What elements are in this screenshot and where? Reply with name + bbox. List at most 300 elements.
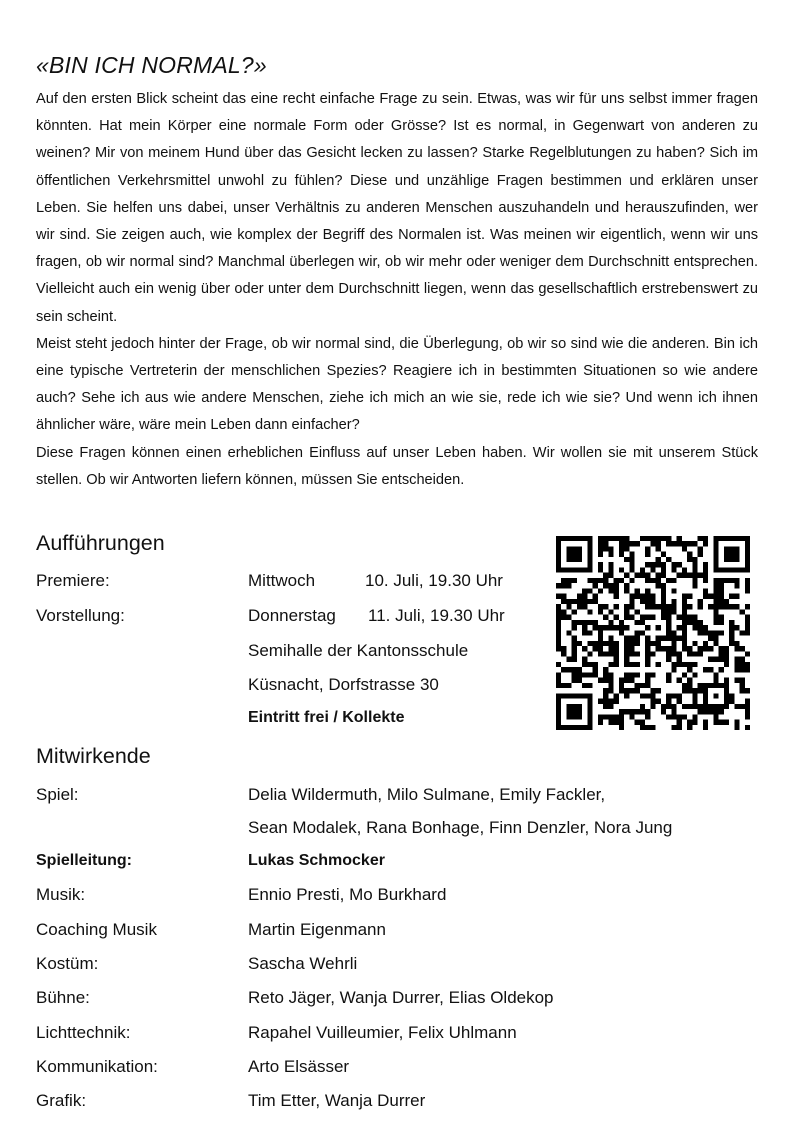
qr-module xyxy=(661,536,666,541)
qr-module xyxy=(608,646,613,651)
qr-module xyxy=(566,709,571,714)
qr-module xyxy=(713,620,718,625)
qr-module xyxy=(603,578,608,583)
qr-module xyxy=(682,609,687,614)
qr-module xyxy=(719,630,724,635)
qr-module xyxy=(666,557,671,562)
qr-module xyxy=(692,699,697,704)
qr-module xyxy=(740,662,745,667)
qr-module xyxy=(556,630,561,635)
qr-module xyxy=(661,588,666,593)
qr-module xyxy=(677,636,682,641)
qr-module xyxy=(692,672,697,677)
qr-module xyxy=(561,536,566,541)
qr-module xyxy=(582,599,587,604)
qr-module xyxy=(593,599,598,604)
qr-module xyxy=(587,578,592,583)
qr-module xyxy=(713,604,718,609)
qr-module xyxy=(593,620,598,625)
qr-module xyxy=(587,552,592,557)
qr-module xyxy=(745,583,750,588)
qr-module xyxy=(666,620,671,625)
qr-module xyxy=(587,699,592,704)
qr-module xyxy=(566,704,571,709)
qr-module xyxy=(572,557,577,562)
qr-module xyxy=(572,578,577,583)
qr-module xyxy=(619,536,624,541)
qr-module xyxy=(713,552,718,557)
qr-module xyxy=(682,688,687,693)
qr-module xyxy=(624,541,629,546)
qr-module xyxy=(629,641,634,646)
qr-module xyxy=(745,552,750,557)
qr-module xyxy=(635,541,640,546)
qr-module xyxy=(650,567,655,572)
qr-module xyxy=(682,573,687,578)
qr-module xyxy=(593,578,598,583)
qr-module xyxy=(629,578,634,583)
qr-module xyxy=(624,672,629,677)
qr-module xyxy=(692,620,697,625)
qr-module xyxy=(661,567,666,572)
qr-module xyxy=(724,646,729,651)
qr-module xyxy=(556,604,561,609)
credit-value: Sascha Wehrli xyxy=(248,954,358,973)
qr-module xyxy=(608,678,613,683)
credit-value: Arto Elsässer xyxy=(248,1057,350,1076)
qr-module xyxy=(729,594,734,599)
qr-module xyxy=(572,546,577,551)
qr-module xyxy=(671,599,676,604)
qr-module xyxy=(724,683,729,688)
qr-module xyxy=(703,567,708,572)
qr-module xyxy=(713,678,718,683)
qr-module xyxy=(635,636,640,641)
qr-module xyxy=(671,630,676,635)
qr-module xyxy=(561,651,566,656)
intro-paragraph-3: Diese Fragen können einen erheblichen Einfluss auf unser Leben haben. Wir wollen sie mit unserem Stück stellen. Ob wir Antworten liefern können, müssen Sie entscheiden. xyxy=(36,444,758,488)
qr-module xyxy=(650,541,655,546)
qr-module xyxy=(687,594,692,599)
qr-module xyxy=(734,546,739,551)
qr-module xyxy=(608,699,613,704)
qr-module xyxy=(719,704,724,709)
qr-module xyxy=(556,546,561,551)
qr-module xyxy=(598,651,603,656)
qr-module xyxy=(645,594,650,599)
qr-module xyxy=(629,599,634,604)
qr-module xyxy=(587,599,592,604)
qr-module xyxy=(682,636,687,641)
qr-module xyxy=(734,646,739,651)
qr-module xyxy=(556,683,561,688)
qr-module xyxy=(598,609,603,614)
qr-module xyxy=(577,546,582,551)
qr-module xyxy=(724,688,729,693)
qr-module xyxy=(745,588,750,593)
qr-module xyxy=(687,725,692,730)
qr-module xyxy=(587,630,592,635)
qr-module xyxy=(614,662,619,667)
qr-module xyxy=(719,720,724,725)
qr-module xyxy=(572,567,577,572)
qr-module xyxy=(629,594,634,599)
qr-module xyxy=(619,552,624,557)
qr-module xyxy=(656,583,661,588)
qr-module xyxy=(608,683,613,688)
qr-module xyxy=(572,725,577,730)
qr-module xyxy=(587,609,592,614)
qr-module xyxy=(687,720,692,725)
qr-module xyxy=(740,704,745,709)
qr-module xyxy=(745,615,750,620)
qr-module xyxy=(598,536,603,541)
qr-module xyxy=(645,552,650,557)
qr-module xyxy=(635,630,640,635)
qr-module xyxy=(692,714,697,719)
qr-module xyxy=(556,557,561,562)
qr-module xyxy=(671,609,676,614)
qr-module xyxy=(645,625,650,630)
qr-module xyxy=(587,541,592,546)
qr-module xyxy=(645,657,650,662)
qr-module xyxy=(598,541,603,546)
qr-module xyxy=(661,599,666,604)
qr-module xyxy=(666,636,671,641)
qr-module xyxy=(745,557,750,562)
qr-module xyxy=(598,546,603,551)
credit-label: Coaching Musik xyxy=(36,920,157,939)
qr-module xyxy=(724,536,729,541)
qr-module xyxy=(729,578,734,583)
qr-module xyxy=(661,552,666,557)
qr-module xyxy=(629,552,634,557)
qr-module xyxy=(745,536,750,541)
qr-module xyxy=(708,646,713,651)
qr-module xyxy=(745,562,750,567)
qr-module xyxy=(640,693,645,698)
qr-module xyxy=(734,704,739,709)
qr-module xyxy=(577,557,582,562)
qr-module xyxy=(556,552,561,557)
qr-module xyxy=(561,646,566,651)
qr-module xyxy=(572,599,577,604)
qr-module xyxy=(692,557,697,562)
qr-module xyxy=(577,704,582,709)
qr-module xyxy=(640,630,645,635)
qr-module xyxy=(745,699,750,704)
qr-module xyxy=(556,678,561,683)
qr-module xyxy=(587,536,592,541)
qr-module xyxy=(598,720,603,725)
qr-module xyxy=(671,636,676,641)
qr-module xyxy=(708,604,713,609)
qr-module xyxy=(577,693,582,698)
qr-module xyxy=(724,704,729,709)
qr-module xyxy=(703,720,708,725)
qr-module xyxy=(645,536,650,541)
qr-module xyxy=(719,599,724,604)
qr-module xyxy=(635,609,640,614)
qr-module xyxy=(608,625,613,630)
qr-module xyxy=(614,536,619,541)
qr-module xyxy=(666,536,671,541)
qr-module xyxy=(572,672,577,677)
qr-module xyxy=(666,699,671,704)
qr-module xyxy=(603,672,608,677)
credit-value: Sean Modalek, Rana Bonhage, Finn Denzler, Nora Jung xyxy=(248,818,673,837)
qr-module xyxy=(645,562,650,567)
qr-module xyxy=(666,651,671,656)
qr-module xyxy=(661,573,666,578)
qr-module xyxy=(614,604,619,609)
qr-module xyxy=(671,709,676,714)
qr-module xyxy=(608,651,613,656)
credit-label: Spiel: xyxy=(36,785,79,804)
qr-module xyxy=(566,725,571,730)
qr-module xyxy=(629,709,634,714)
qr-module xyxy=(645,578,650,583)
qr-module xyxy=(645,683,650,688)
section-heading-mitwirkende: Mitwirkende xyxy=(36,744,151,768)
qr-module xyxy=(661,636,666,641)
qr-module xyxy=(713,641,718,646)
qr-module xyxy=(666,704,671,709)
qr-module xyxy=(635,588,640,593)
qr-module xyxy=(692,562,697,567)
qr-module xyxy=(629,604,634,609)
qr-module xyxy=(719,583,724,588)
qr-module xyxy=(719,615,724,620)
qr-module xyxy=(687,552,692,557)
qr-module xyxy=(566,599,571,604)
qr-module xyxy=(692,578,697,583)
qr-module xyxy=(745,709,750,714)
qr-module xyxy=(577,678,582,683)
qr-module xyxy=(661,609,666,614)
qr-module xyxy=(603,625,608,630)
qr-module xyxy=(587,557,592,562)
qr-module xyxy=(561,725,566,730)
qr-module xyxy=(556,594,561,599)
qr-module xyxy=(671,704,676,709)
qr-module xyxy=(582,620,587,625)
qr-module xyxy=(582,630,587,635)
qr-module xyxy=(703,693,708,698)
qr-module xyxy=(719,683,724,688)
qr-module xyxy=(692,688,697,693)
qr-module xyxy=(593,672,598,677)
qr-module xyxy=(624,662,629,667)
qr-module xyxy=(624,557,629,562)
qr-module xyxy=(719,588,724,593)
qr-module xyxy=(724,552,729,557)
qr-module xyxy=(556,583,561,588)
qr-module xyxy=(640,709,645,714)
credit-value: Delia Wildermuth, Milo Sulmane, Emily Fackler, xyxy=(248,785,606,804)
qr-module xyxy=(603,714,608,719)
qr-module xyxy=(624,709,629,714)
qr-module xyxy=(713,588,718,593)
venue-name: Semihalle der Kantonsschule xyxy=(248,641,469,660)
qr-module xyxy=(624,604,629,609)
qr-module xyxy=(713,720,718,725)
qr-module xyxy=(593,667,598,672)
qr-module xyxy=(635,620,640,625)
qr-module xyxy=(582,536,587,541)
qr-module xyxy=(572,646,577,651)
qr-module xyxy=(682,672,687,677)
qr-module xyxy=(645,604,650,609)
credit-label: Kostüm: xyxy=(36,954,99,973)
qr-module xyxy=(703,683,708,688)
qr-module xyxy=(650,693,655,698)
qr-module xyxy=(619,725,624,730)
qr-module xyxy=(671,693,676,698)
qr-module xyxy=(629,541,634,546)
qr-module xyxy=(713,599,718,604)
qr-module xyxy=(719,604,724,609)
qr-module xyxy=(656,604,661,609)
qr-code-icon[interactable] xyxy=(555,536,751,730)
qr-module xyxy=(666,657,671,662)
qr-module xyxy=(692,567,697,572)
qr-module xyxy=(624,609,629,614)
qr-module xyxy=(608,704,613,709)
qr-module xyxy=(614,693,619,698)
qr-module xyxy=(566,557,571,562)
qr-module xyxy=(608,636,613,641)
qr-module xyxy=(577,552,582,557)
qr-module xyxy=(724,651,729,656)
qr-module xyxy=(635,651,640,656)
qr-module xyxy=(687,678,692,683)
qr-module xyxy=(745,541,750,546)
qr-module xyxy=(593,662,598,667)
qr-module xyxy=(603,641,608,646)
qr-module xyxy=(608,552,613,557)
qr-module xyxy=(703,630,708,635)
qr-module xyxy=(556,725,561,730)
qr-module xyxy=(740,683,745,688)
qr-module xyxy=(713,583,718,588)
qr-module xyxy=(619,709,624,714)
qr-module xyxy=(608,662,613,667)
qr-module xyxy=(740,678,745,683)
qr-module xyxy=(740,688,745,693)
qr-module xyxy=(713,567,718,572)
qr-module xyxy=(713,704,718,709)
qr-module xyxy=(661,604,666,609)
qr-module xyxy=(635,641,640,646)
qr-module xyxy=(650,578,655,583)
qr-module xyxy=(687,651,692,656)
qr-module xyxy=(703,578,708,583)
qr-module xyxy=(577,604,582,609)
qr-module xyxy=(598,646,603,651)
qr-module xyxy=(577,725,582,730)
credit-label: Kommunikation: xyxy=(36,1057,158,1076)
qr-module xyxy=(734,720,739,725)
qr-module xyxy=(703,536,708,541)
credit-label: Grafik: xyxy=(36,1091,87,1110)
qr-module xyxy=(603,678,608,683)
qr-module xyxy=(682,604,687,609)
qr-module xyxy=(671,578,676,583)
qr-module xyxy=(629,678,634,683)
qr-module xyxy=(561,683,566,688)
qr-module xyxy=(640,683,645,688)
qr-module xyxy=(682,630,687,635)
qr-module xyxy=(745,567,750,572)
qr-module xyxy=(572,667,577,672)
qr-module xyxy=(603,541,608,546)
entry-note: Eintritt frei / Kollekte xyxy=(248,709,405,726)
qr-module xyxy=(682,662,687,667)
qr-module xyxy=(619,625,624,630)
qr-module xyxy=(556,620,561,625)
qr-module xyxy=(698,683,703,688)
qr-module xyxy=(556,693,561,698)
qr-module xyxy=(729,620,734,625)
qr-module xyxy=(650,672,655,677)
qr-module xyxy=(619,683,624,688)
qr-module xyxy=(619,546,624,551)
qr-module xyxy=(703,588,708,593)
qr-module xyxy=(698,630,703,635)
qr-module xyxy=(603,573,608,578)
qr-module xyxy=(687,688,692,693)
qr-module xyxy=(608,567,613,572)
qr-module xyxy=(598,552,603,557)
qr-module xyxy=(640,720,645,725)
qr-module xyxy=(645,651,650,656)
qr-module xyxy=(677,541,682,546)
qr-module xyxy=(713,636,718,641)
qr-module xyxy=(698,604,703,609)
qr-module xyxy=(619,620,624,625)
qr-module xyxy=(645,678,650,683)
qr-module xyxy=(692,704,697,709)
qr-module xyxy=(608,688,613,693)
qr-module xyxy=(603,604,608,609)
qr-module xyxy=(619,567,624,572)
qr-module xyxy=(708,657,713,662)
qr-module xyxy=(577,641,582,646)
qr-module xyxy=(677,562,682,567)
qr-module xyxy=(713,672,718,677)
qr-module xyxy=(566,536,571,541)
qr-module xyxy=(719,567,724,572)
qr-module xyxy=(650,641,655,646)
qr-module xyxy=(624,657,629,662)
qr-module xyxy=(629,557,634,562)
qr-module xyxy=(572,536,577,541)
qr-module xyxy=(740,646,745,651)
qr-module xyxy=(687,557,692,562)
qr-module xyxy=(708,704,713,709)
qr-module xyxy=(640,725,645,730)
qr-module xyxy=(598,699,603,704)
qr-module xyxy=(729,636,734,641)
credit-value: Reto Jäger, Wanja Durrer, Elias Oldekop xyxy=(248,988,554,1007)
qr-module xyxy=(614,594,619,599)
qr-module xyxy=(734,536,739,541)
qr-module xyxy=(598,578,603,583)
qr-module xyxy=(698,599,703,604)
qr-module xyxy=(666,630,671,635)
qr-module xyxy=(650,651,655,656)
